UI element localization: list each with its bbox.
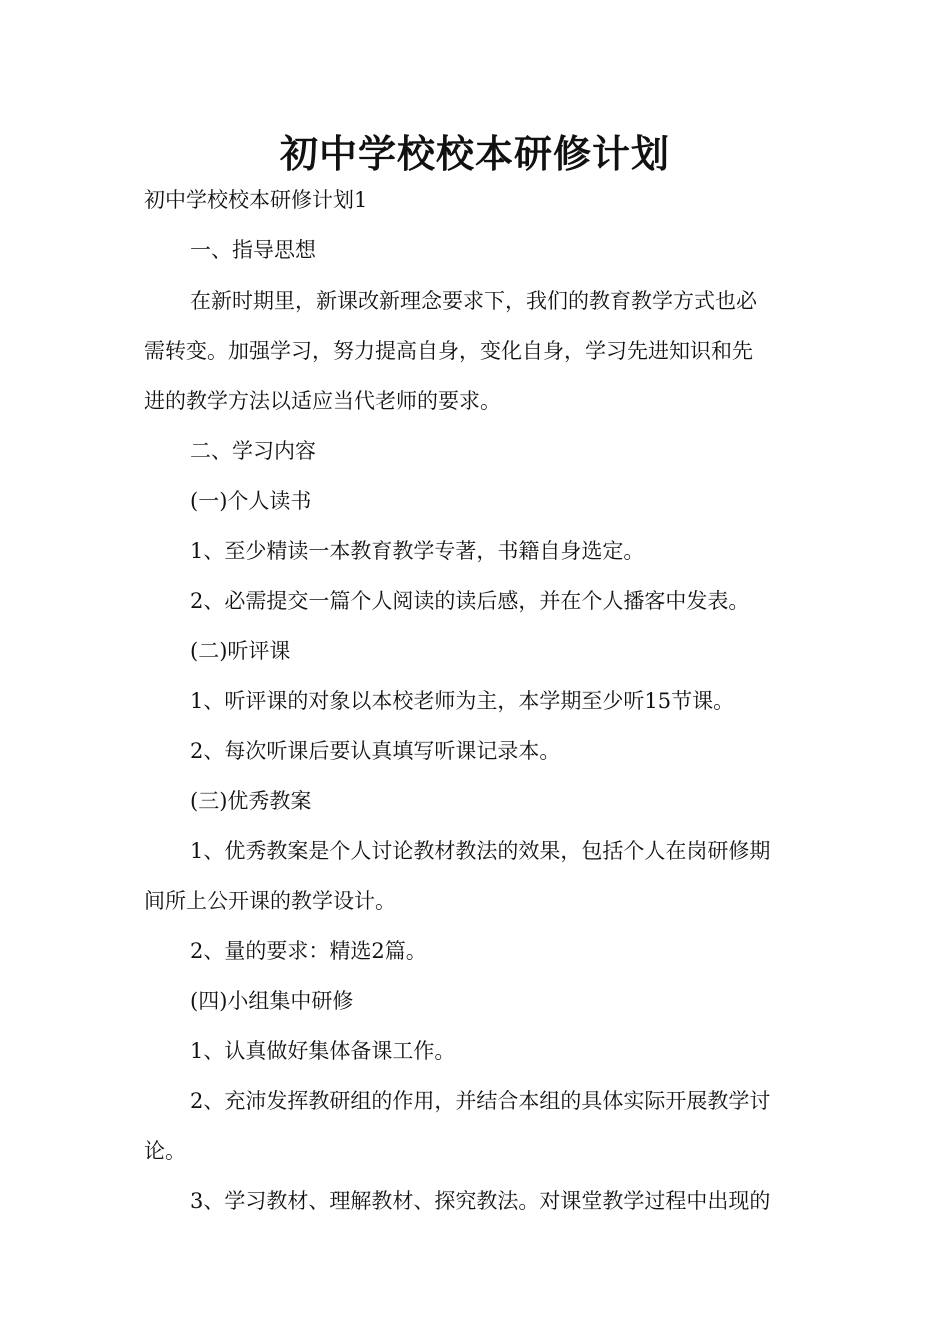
- paragraph-line: 需转变。加强学习，努力提高自身，变化自身，学习先进知识和先: [144, 339, 753, 363]
- section-heading-learning-content: 二、学习内容: [190, 439, 316, 463]
- list-item: 1、至少精读一本教育教学专著，书籍自身选定。: [190, 539, 645, 563]
- list-item: 1、听评课的对象以本校老师为主，本学期至少听15节课。: [190, 689, 735, 713]
- subtitle-line: 初中学校校本研修计划1: [144, 188, 368, 212]
- list-item: 2、每次听课后要认真填写听课记录本。: [190, 739, 561, 763]
- list-item: 2、量的要求：精选2篇。: [190, 939, 427, 963]
- subsection-heading-observation: (二)听评课: [190, 639, 291, 663]
- paragraph-line: 在新时期里，新课改新理念要求下，我们的教育教学方式也必: [190, 289, 757, 313]
- list-item-continuation: 论。: [144, 1139, 186, 1163]
- list-item: 2、必需提交一篇个人阅读的读后感，并在个人播客中发表。: [190, 589, 750, 613]
- list-item: 1、优秀教案是个人讨论教材教法的效果，包括个人在岗研修期: [190, 839, 771, 863]
- subsection-heading-reading: (一)个人读书: [190, 489, 312, 513]
- list-item: 2、充沛发挥教研组的作用，并结合本组的具体实际开展教学讨: [190, 1089, 771, 1113]
- subsection-heading-lesson-plans: (三)优秀教案: [190, 789, 312, 813]
- document-title: 初中学校校本研修计划: [279, 131, 670, 176]
- paragraph-line: 进的教学方法以适应当代老师的要求。: [144, 389, 501, 413]
- section-heading-guiding-ideology: 一、指导思想: [190, 238, 316, 262]
- list-item-continuation: 间所上公开课的教学设计。: [144, 889, 396, 913]
- list-item: 3、学习教材、理解教材、探究教法。对课堂教学过程中出现的: [190, 1189, 771, 1213]
- subsection-heading-group-training: (四)小组集中研修: [190, 989, 354, 1013]
- list-item: 1、认真做好集体备课工作。: [190, 1039, 456, 1063]
